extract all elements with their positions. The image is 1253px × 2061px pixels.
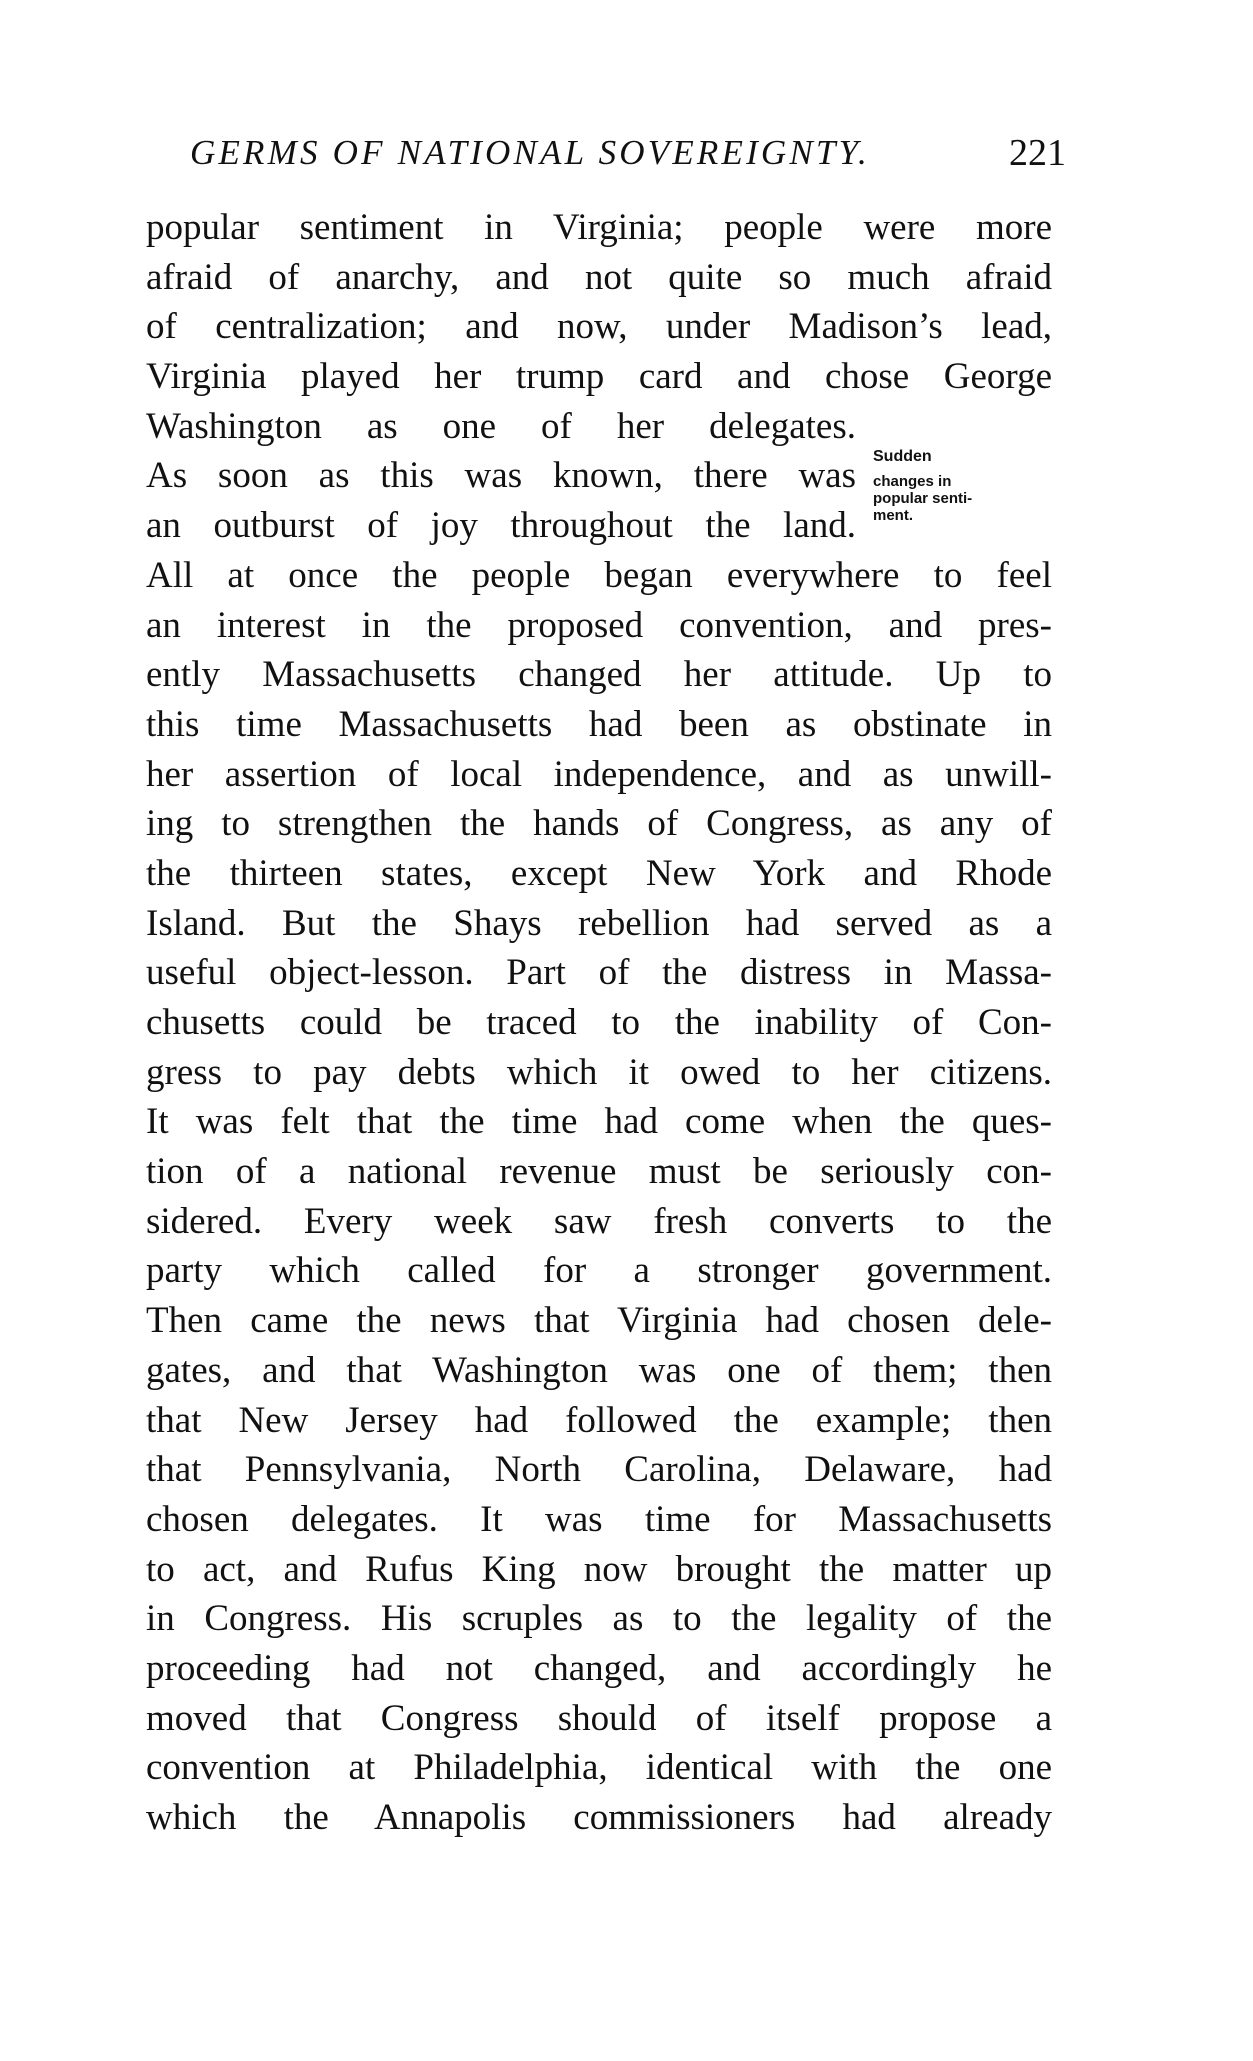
text-line: the thirteen states, except New York and Rhode: [146, 852, 1052, 894]
page-number: 221: [1009, 132, 1066, 174]
text-line: ently Massachusetts changed her attitude. Up to: [146, 654, 1052, 696]
running-title: GERMS OF NATIONAL SOVEREIGNTY.: [190, 133, 871, 172]
text-line: Island. But the Shays rebellion had served as a: [146, 902, 1052, 944]
text-line: party which called for a stronger government.: [146, 1250, 1052, 1292]
margin-note-line: changes in: [873, 473, 952, 490]
text-line: this time Massachusetts had been as obstinate in: [146, 703, 1052, 745]
text-line: that New Jersey had followed the example; then: [146, 1399, 1052, 1441]
margin-note-line: ment.: [873, 507, 914, 524]
text-line: afraid of anarchy, and not quite so much afraid: [146, 256, 1052, 298]
text-line: which the Annapolis commissioners had already: [146, 1797, 1052, 1838]
text-line: that Pennsylvania, North Carolina, Delaware, had: [146, 1449, 1052, 1491]
text-line: gates, and that Washington was one of them; then: [146, 1349, 1052, 1391]
text-line: convention at Philadelphia, identical with the one: [146, 1747, 1052, 1789]
text-line: It was felt that the time had come when the ques-: [146, 1101, 1052, 1143]
text-line: moved that Congress should of itself propose a: [146, 1697, 1052, 1739]
text-line: ing to strengthen the hands of Congress, as any of: [146, 803, 1052, 845]
text-line: Virginia played her trump card and chose George: [146, 356, 1052, 398]
text-line: of centralization; and now, under Madison’s lead,: [146, 306, 1052, 348]
text-line: useful object-lesson. Part of the distress in Massa-: [146, 952, 1052, 994]
margin-note-line: Sudden: [873, 448, 932, 465]
text-line: in Congress. His scruples as to the legality of the: [146, 1598, 1052, 1640]
text-line: tion of a national revenue must be seriously con-: [146, 1151, 1052, 1193]
text-line: an interest in the proposed convention, and pres-: [146, 604, 1052, 646]
text-line: Washington as one of her delegates.: [146, 405, 856, 447]
text-line: an outburst of joy throughout the land.: [146, 505, 856, 547]
text-line: to act, and Rufus King now brought the matter up: [146, 1548, 1052, 1590]
running-head: [190, 128, 1066, 178]
text-line: her assertion of local independence, and as unwill-: [146, 753, 1052, 795]
margin-note-line: popular senti-: [873, 490, 973, 507]
text-line: Then came the news that Virginia had chosen dele-: [146, 1300, 1052, 1342]
text-line: As soon as this was known, there was: [146, 455, 856, 497]
text-line: proceeding had not changed, and accordingly he: [146, 1647, 1052, 1689]
text-line: sidered. Every week saw fresh converts to the: [146, 1200, 1052, 1242]
text-line: gress to pay debts which it owed to her citizens.: [146, 1051, 1052, 1093]
body-text: [146, 203, 1052, 1843]
text-line: popular sentiment in Virginia; people were more: [146, 207, 1052, 248]
text-line: All at once the people began everywhere to feel: [146, 554, 1052, 596]
text-line: chosen delegates. It was time for Massachusetts: [146, 1498, 1052, 1540]
text-line: chusetts could be traced to the inability of Con-: [146, 1002, 1052, 1043]
